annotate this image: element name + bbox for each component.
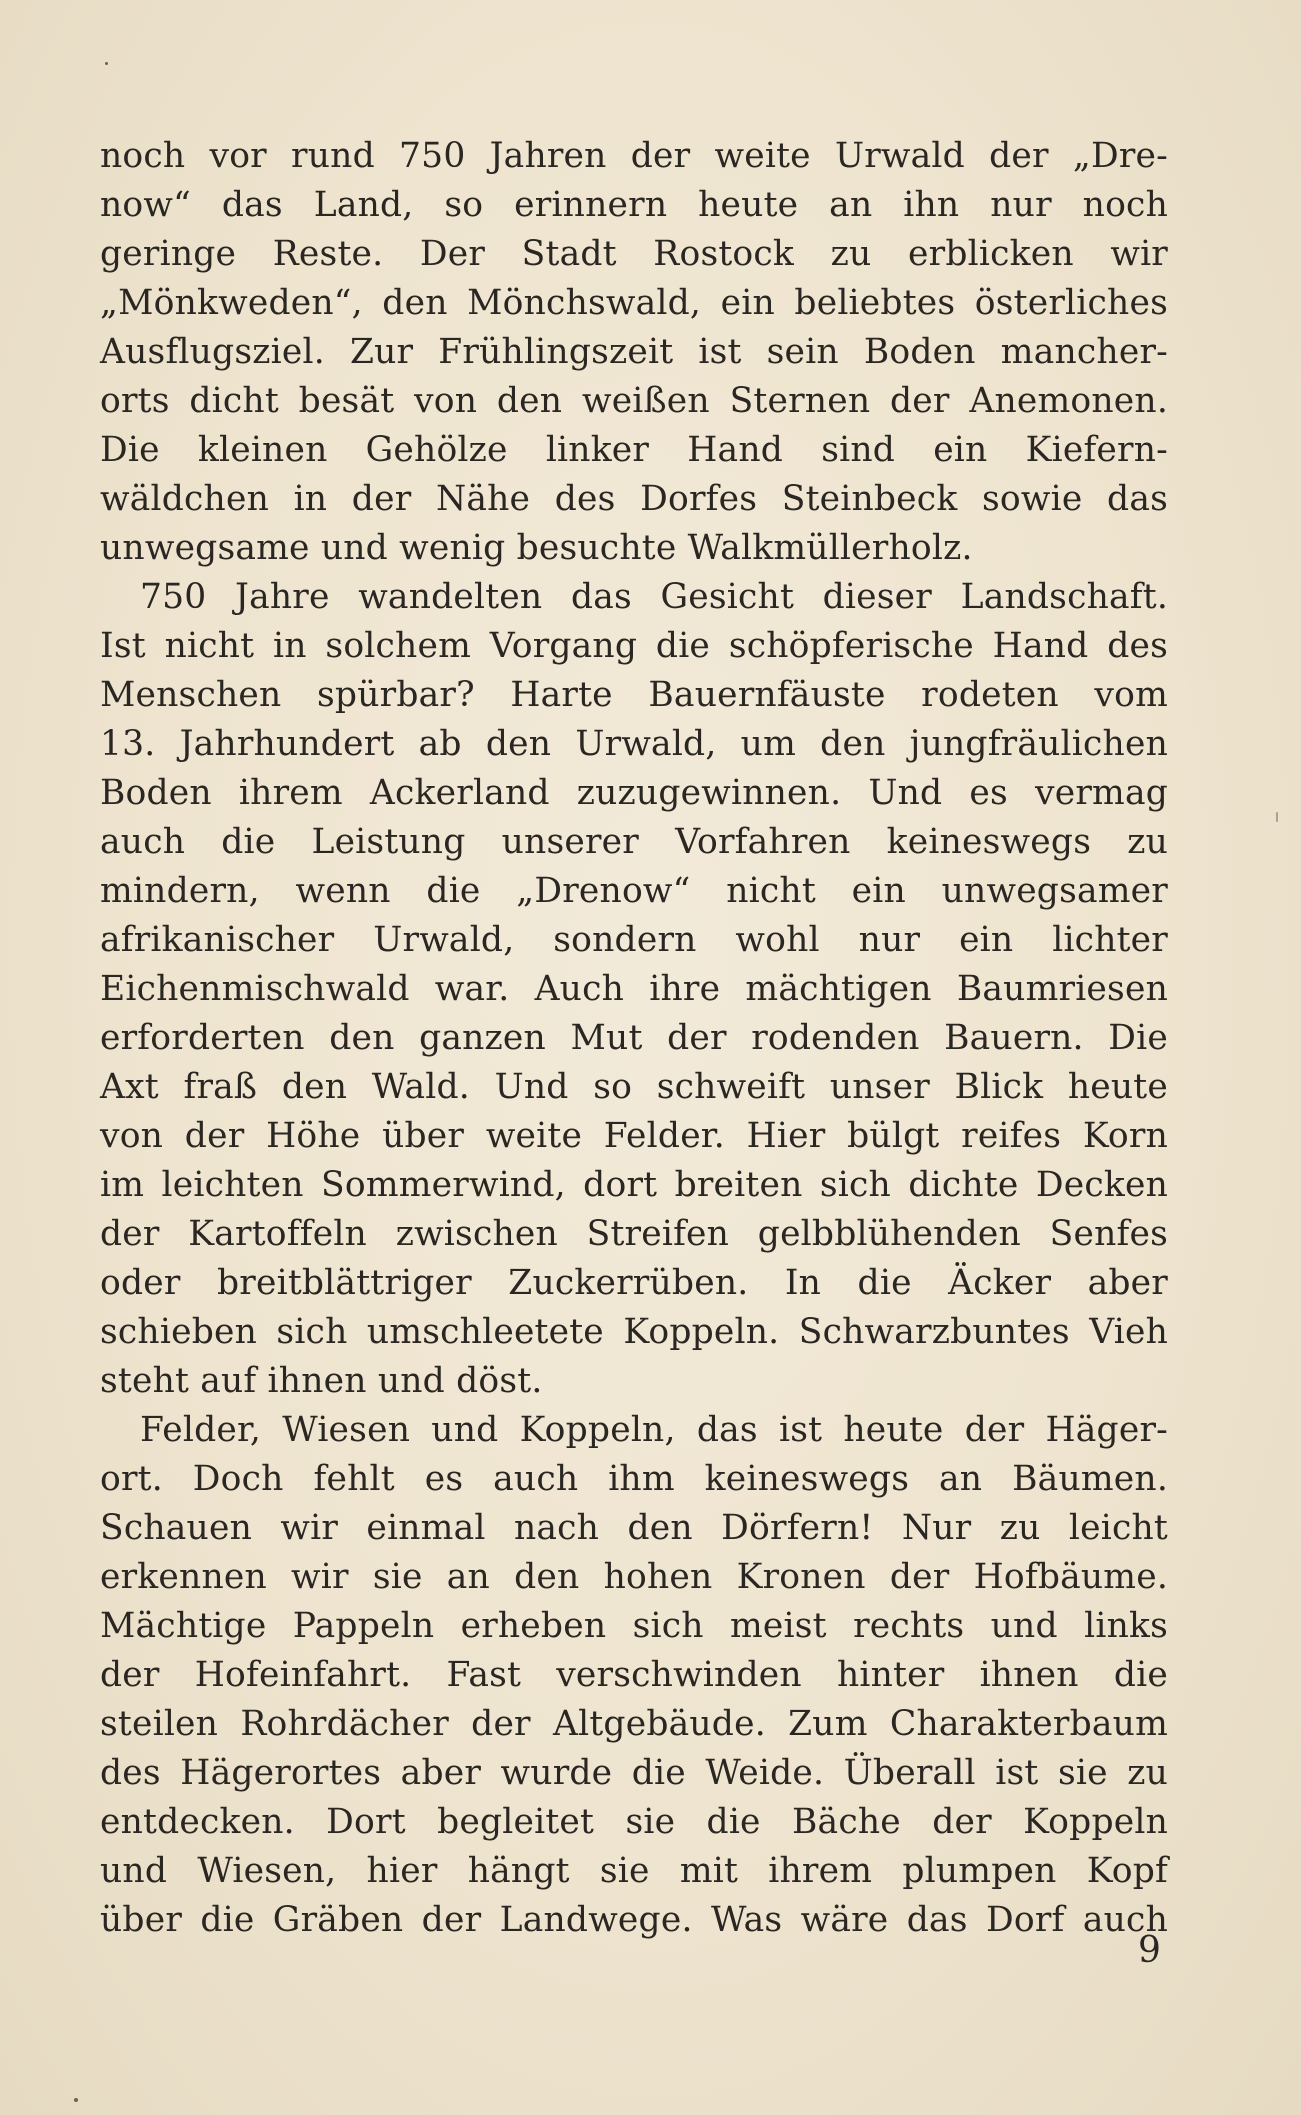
text-line: erforderten den ganzen Mut der rodenden Bauern. Die [100, 1018, 1168, 1058]
text-line: noch vor rund 750 Jahren der weite Urwald der „Dre- [100, 136, 1168, 176]
text-line: der Hofeinfahrt. Fast verschwinden hinter ihnen die [100, 1655, 1168, 1695]
text-line: geringe Reste. Der Stadt Rostock zu erblicken wir [100, 234, 1168, 274]
text-line: orts dicht besät von den weißen Sternen der Anemonen. [100, 381, 1168, 421]
text-line: und Wiesen, hier hängt sie mit ihrem plumpen Kopf [100, 1851, 1168, 1891]
text-line: Menschen spürbar? Harte Bauernfäuste rodeten vom [100, 675, 1168, 715]
paper-speck [74, 2098, 78, 2102]
text-line: Schauen wir einmal nach den Dörfern! Nur zu leicht [100, 1508, 1168, 1548]
text-line: Eichenmischwald war. Auch ihre mächtigen Baumriesen [100, 969, 1168, 1009]
page-number: 9 [1138, 1930, 1161, 1971]
text-line: des Hägerortes aber wurde die Weide. Überall ist sie zu [100, 1753, 1168, 1793]
text-line: wäldchen in der Nähe des Dorfes Steinbeck sowie das [100, 479, 1168, 519]
text-line: afrikanischer Urwald, sondern wohl nur ein lichter [100, 920, 1168, 960]
text-line: über die Gräben der Landwege. Was wäre das Dorf auch [100, 1900, 1168, 1940]
text-line: Boden ihrem Ackerland zuzugewinnen. Und es vermag [100, 773, 1168, 813]
text-line: ort. Doch fehlt es auch ihm keineswegs an Bäumen. [100, 1459, 1168, 1499]
text-line: Ausflugsziel. Zur Frühlingszeit ist sein Boden mancher- [100, 332, 1168, 372]
text-line: entdecken. Dort begleitet sie die Bäche der Koppeln [100, 1802, 1168, 1842]
text-line: von der Höhe über weite Felder. Hier bülgt reifes Korn [100, 1116, 1168, 1156]
paper-speck [1276, 812, 1278, 822]
text-line: oder breitblättriger Zuckerrüben. In die Äcker aber [100, 1263, 1168, 1303]
text-line: steht auf ihnen und döst. [100, 1361, 543, 1401]
text-line: 750 Jahre wandelten das Gesicht dieser Landschaft. [140, 577, 1168, 617]
text-line: Mächtige Pappeln erheben sich meist rechts und links [100, 1606, 1168, 1646]
text-line: 13. Jahrhundert ab den Urwald, um den jungfräulichen [100, 724, 1168, 764]
text-line: Die kleinen Gehölze linker Hand sind ein Kiefern- [100, 430, 1168, 470]
text-line: „Mönkweden“, den Mönchswald, ein beliebtes österliches [100, 283, 1168, 323]
text-line: Axt fraß den Wald. Und so schweift unser Blick heute [100, 1067, 1168, 1107]
text-line: auch die Leistung unserer Vorfahren keineswegs zu [100, 822, 1168, 862]
text-line: der Kartoffeln zwischen Streifen gelbblühenden Senfes [100, 1214, 1168, 1254]
paper-speck [105, 62, 108, 65]
body-text [100, 132, 1168, 1945]
text-line: Ist nicht in solchem Vorgang die schöpferische Hand des [100, 626, 1168, 666]
text-line: mindern, wenn die „Drenow“ nicht ein unwegsamer [100, 871, 1168, 911]
text-line: steilen Rohrdächer der Altgebäude. Zum Charakterbaum [100, 1704, 1168, 1744]
text-line: erkennen wir sie an den hohen Kronen der Hofbäume. [100, 1557, 1168, 1597]
text-line: now“ das Land, so erinnern heute an ihn nur noch [100, 185, 1168, 225]
text-line: Felder, Wiesen und Koppeln, das ist heute der Häger- [140, 1410, 1168, 1450]
text-line: im leichten Sommerwind, dort breiten sich dichte Decken [100, 1165, 1168, 1205]
text-line: schieben sich umschleetete Koppeln. Schwarzbuntes Vieh [100, 1312, 1168, 1352]
text-line: unwegsame und wenig besuchte Walkmüllerholz. [100, 528, 973, 568]
